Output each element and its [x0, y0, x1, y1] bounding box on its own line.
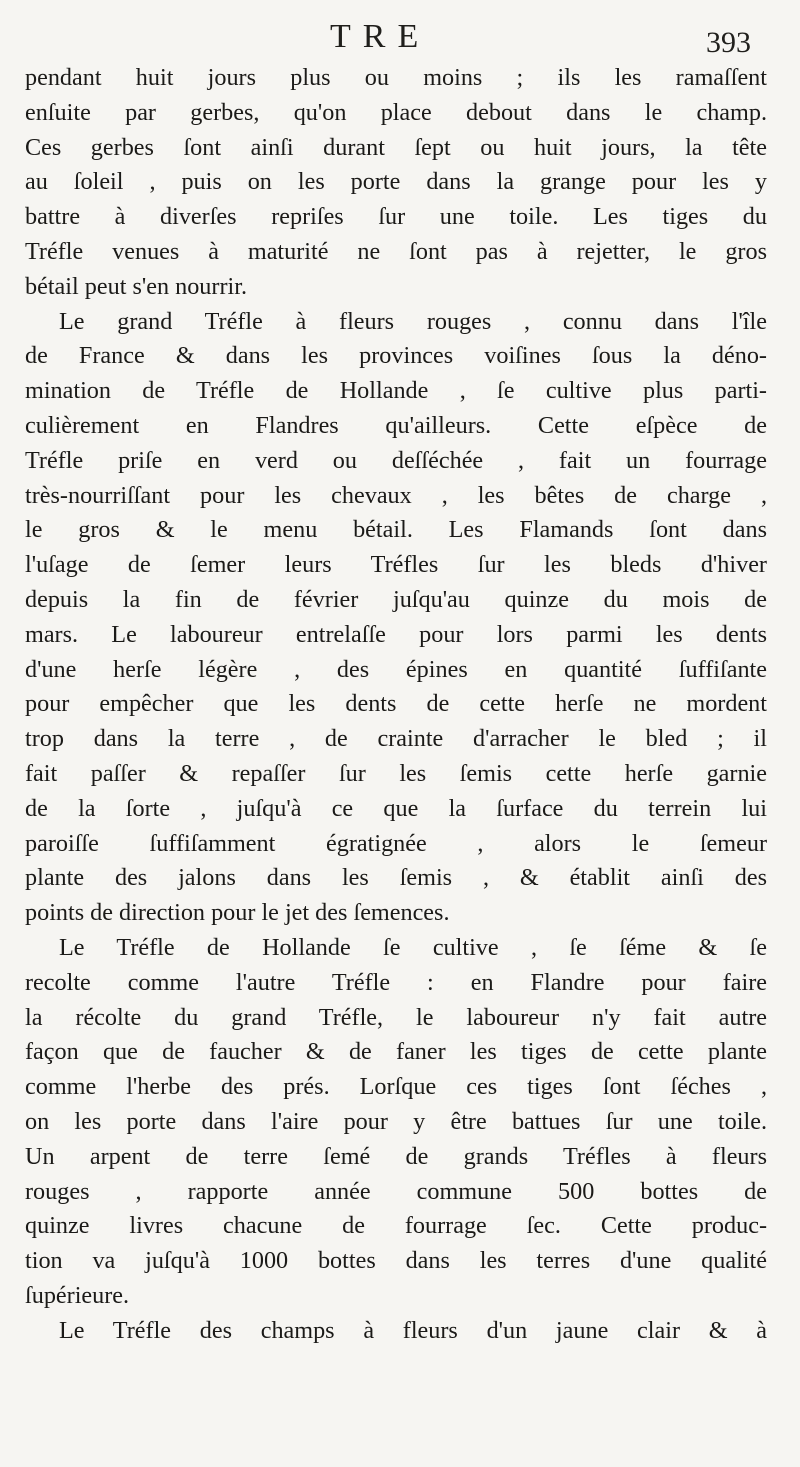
- text-line: pour empêcher que les dents de cette herſe ne mordent: [25, 690, 767, 718]
- text-line: on les porte dans l'aire pour y être battues ſur une toile.: [25, 1107, 767, 1135]
- running-head: [0, 18, 800, 62]
- text-line: tion va juſqu'à 1000 bottes dans les terres d'une qualité: [25, 1247, 767, 1275]
- text-line: au ſoleil , puis on les porte dans la grange pour les y: [25, 168, 767, 196]
- text-line: d'une herſe légère , des épines en quantité ſuffiſante: [25, 655, 767, 683]
- text-line: mination de Tréfle de Hollande , ſe cultive plus parti-: [25, 377, 767, 405]
- text-line: points de direction pour le jet des ſemences.: [25, 899, 450, 927]
- text-line: Le Tréfle de Hollande ſe cultive , ſe ſéme & ſe: [59, 933, 767, 961]
- page-number: 393: [706, 26, 751, 59]
- text-line: façon que de faucher & de faner les tiges de cette plante: [25, 1038, 767, 1066]
- text-line: enſuite par gerbes, qu'on place debout dans le champ.: [25, 98, 767, 126]
- text-line: depuis la fin de février juſqu'au quinze du mois de: [25, 585, 767, 613]
- text-line: ſupérieure.: [25, 1281, 130, 1309]
- body-text: [25, 61, 767, 1348]
- text-line: Tréfle priſe en verd ou deſſéchée , fait un fourrage: [25, 446, 767, 474]
- text-line: bétail peut s'en nourrir.: [25, 272, 247, 300]
- text-line: l'uſage de ſemer leurs Tréfles ſur les bleds d'hiver: [25, 551, 767, 579]
- text-line: paroiſſe ſuffiſamment égratignée , alors le ſemeur: [25, 829, 767, 857]
- text-line: Le Tréfle des champs à fleurs d'un jaune clair & à: [59, 1316, 767, 1344]
- text-line: plante des jalons dans les ſemis , & établit ainſi des: [25, 864, 767, 892]
- running-head-title: TRE: [330, 18, 431, 55]
- text-line: quinze livres chacune de fourrage ſec. Cette produc-: [25, 1212, 767, 1240]
- text-line: Ces gerbes ſont ainſi durant ſept ou huit jours, la tête: [25, 133, 767, 161]
- text-line: le gros & le menu bétail. Les Flamands ſont dans: [25, 516, 767, 544]
- text-line: trop dans la terre , de crainte d'arracher le bled ; il: [25, 725, 767, 753]
- text-line: de la ſorte , juſqu'à ce que la ſurface du terrein lui: [25, 794, 767, 822]
- text-line: Un arpent de terre ſemé de grands Tréfles à fleurs: [25, 1142, 767, 1170]
- text-line: de France & dans les provinces voiſines ſous la déno-: [25, 342, 767, 370]
- text-line: culièrement en Flandres qu'ailleurs. Cette eſpèce de: [25, 411, 767, 439]
- text-line: rouges , rapporte année commune 500 bottes de: [25, 1177, 767, 1205]
- text-line: battre à diverſes repriſes ſur une toile. Les tiges du: [25, 203, 767, 231]
- text-line: mars. Le laboureur entrelaſſe pour lors parmi les dents: [25, 620, 767, 648]
- text-line: recolte comme l'autre Tréfle : en Flandre pour faire: [25, 968, 767, 996]
- text-line: fait paſſer & repaſſer ſur les ſemis cette herſe garnie: [25, 759, 767, 787]
- text-line: Tréfle venues à maturité ne ſont pas à rejetter, le gros: [25, 237, 767, 265]
- text-line: la récolte du grand Tréfle, le laboureur n'y fait autre: [25, 1003, 767, 1031]
- text-line: comme l'herbe des prés. Lorſque ces tiges ſont ſéches ,: [25, 1073, 767, 1101]
- text-line: très-nourriſſant pour les chevaux , les bêtes de charge ,: [25, 481, 767, 509]
- text-line: pendant huit jours plus ou moins ; ils les ramaſſent: [25, 64, 767, 91]
- text-line: Le grand Tréfle à fleurs rouges , connu dans l'île: [59, 307, 767, 335]
